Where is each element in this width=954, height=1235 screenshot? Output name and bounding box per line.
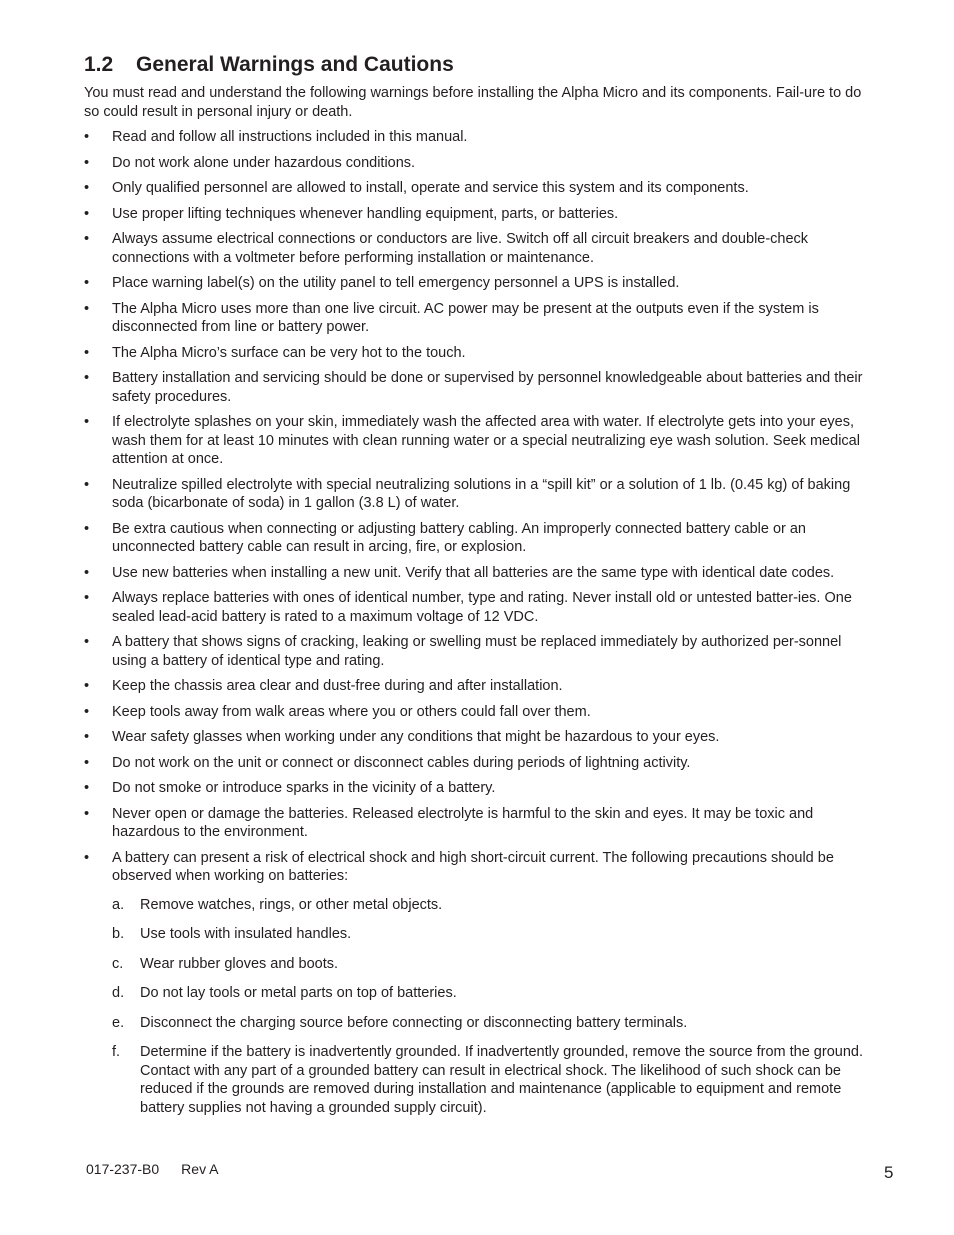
precaution-item xyxy=(112,925,870,944)
warning-item xyxy=(84,369,870,406)
warning-item xyxy=(84,274,870,293)
warning-text: A battery can present a risk of electrical shock and high short-circuit current. The following precautions should be observed when working on batteries: xyxy=(112,849,834,884)
precaution-item xyxy=(112,1014,870,1033)
warning-item xyxy=(84,520,870,557)
revision: Rev A xyxy=(181,1161,219,1177)
precaution-text: Do not lay tools or metal parts on top of batteries. xyxy=(140,985,457,1001)
warning-item xyxy=(84,633,870,670)
bullet-icon: • xyxy=(84,344,90,361)
precaution-text: Disconnect the charging source before connecting or disconnecting battery terminals. xyxy=(140,1014,688,1031)
warning-text: Use new batteries when installing a new unit. Verify that all batteries are the same type with identical date codes. xyxy=(112,564,835,581)
precaution-text: Wear rubber gloves and boots. xyxy=(140,955,339,972)
bullet-icon: • xyxy=(84,370,90,386)
warning-text: Be extra cautious when connecting or adjusting battery cabling. An improperly connected battery cable or an unconnected battery cable can result in arcing, fire, or explosion. xyxy=(112,520,806,555)
battery-precautions-list xyxy=(112,896,870,1118)
bullet-icon: • xyxy=(84,154,90,171)
warning-item xyxy=(84,413,870,469)
page-number: 5 xyxy=(884,1163,894,1182)
warning-text: If electrolyte splashes on your skin, immediately wash the affected area with water. If electrolyte gets into your eyes, wash them for at least 10 minutes with clean running water or a special neutralizing eye wash solution. Seek medical attention at once. xyxy=(112,414,860,467)
section-title: General Warnings and Cautions xyxy=(136,53,454,76)
warning-text: The Alpha Micro’s surface can be very hot to the touch. xyxy=(112,344,466,361)
intro-paragraph: You must read and understand the following warnings before installing the Alpha Micro and its components. Fail-ure to do so could result in personal injury or death. xyxy=(84,85,862,120)
bullet-icon: • xyxy=(84,520,90,537)
warning-item xyxy=(84,476,870,513)
warning-text: Read and follow all instructions included in this manual. xyxy=(112,129,468,145)
warning-item xyxy=(84,779,870,798)
warning-text: Only qualified personnel are allowed to install, operate and service this system and its components. xyxy=(112,180,749,196)
bullet-icon: • xyxy=(84,849,90,866)
section-number: 1.2 xyxy=(84,53,114,76)
warning-item xyxy=(84,677,870,696)
precaution-letter: b. xyxy=(112,926,125,942)
bullet-icon: • xyxy=(84,275,90,291)
precaution-text: Determine if the battery is inadvertently grounded. If inadvertently grounded, remove the source from the ground. Contact with any part of a grounded battery can result in electrical shock. The likelihood of such shock can be reduced if the grounds are removed during installation and maintenance (applicable to equipment and remote battery supplies not having a grounded supply circuit). xyxy=(140,1044,863,1116)
precaution-item xyxy=(112,896,870,915)
bullet-icon: • xyxy=(84,129,90,145)
document-page xyxy=(84,52,870,1128)
warning-text: Place warning label(s) on the utility panel to tell emergency personnel a UPS is installed. xyxy=(112,275,680,291)
warning-text: Keep the chassis area clear and dust-free during and after installation. xyxy=(112,678,563,694)
warning-text: A battery that shows signs of cracking, leaking or swelling must be replaced immediately by authorized per-sonnel using a battery of identical type and rating. xyxy=(112,634,842,669)
warning-item xyxy=(84,344,870,363)
warning-text: Always assume electrical connections or conductors are live. Switch off all circuit breakers and double-check connections with a voltmeter before performing installation or maintenance. xyxy=(112,231,809,266)
section-heading xyxy=(84,52,870,78)
bullet-icon: • xyxy=(84,703,90,720)
warning-text: Never open or damage the batteries. Released electrolyte is harmful to the skin and eyes. It may be toxic and hazardous to the environment. xyxy=(112,805,814,840)
precaution-text: Use tools with insulated handles. xyxy=(140,926,352,942)
warning-text: Use proper lifting techniques whenever handling equipment, parts, or batteries. xyxy=(112,205,619,222)
warning-item xyxy=(84,179,870,198)
warning-item xyxy=(84,728,870,747)
bullet-icon: • xyxy=(84,180,90,196)
warning-text: Do not work on the unit or connect or disconnect cables during periods of lightning activity. xyxy=(112,754,691,771)
warning-item xyxy=(84,564,870,583)
warning-item xyxy=(84,300,870,337)
warning-item xyxy=(84,849,870,1118)
bullet-icon: • xyxy=(84,590,90,606)
bullet-icon: • xyxy=(84,729,90,745)
precaution-letter: c. xyxy=(112,955,124,972)
warning-text: The Alpha Micro uses more than one live circuit. AC power may be present at the outputs even if the system is disconnected from line or battery power. xyxy=(112,300,819,335)
bullet-icon: • xyxy=(84,564,90,581)
footer-doc-info xyxy=(86,1160,219,1178)
bullet-icon: • xyxy=(84,754,90,771)
bullet-icon: • xyxy=(84,678,90,694)
precaution-letter: a. xyxy=(112,896,125,913)
warning-item xyxy=(84,230,870,267)
bullet-icon: • xyxy=(84,231,90,247)
precaution-letter: d. xyxy=(112,985,125,1001)
bullet-icon: • xyxy=(84,805,90,822)
precaution-item xyxy=(112,1043,870,1117)
bullet-icon: • xyxy=(84,780,90,796)
warning-text: Keep tools away from walk areas where you or others could fall over them. xyxy=(112,703,591,720)
precaution-letter: f. xyxy=(112,1044,121,1060)
bullet-icon: • xyxy=(84,414,90,430)
warning-text: Do not smoke or introduce sparks in the vicinity of a battery. xyxy=(112,780,496,796)
bullet-icon: • xyxy=(84,634,90,650)
warning-item xyxy=(84,754,870,773)
precaution-letter: e. xyxy=(112,1014,125,1031)
warning-text: Do not work alone under hazardous conditions. xyxy=(112,154,416,171)
warnings-list xyxy=(84,128,870,1117)
warning-item xyxy=(84,128,870,147)
precaution-text: Remove watches, rings, or other metal objects. xyxy=(140,896,443,913)
precaution-item xyxy=(112,984,870,1003)
warning-item xyxy=(84,205,870,224)
bullet-icon: • xyxy=(84,205,90,222)
warning-item xyxy=(84,154,870,173)
warning-item xyxy=(84,589,870,626)
precaution-item xyxy=(112,955,870,974)
bullet-icon: • xyxy=(84,476,90,493)
warning-text: Wear safety glasses when working under any conditions that might be hazardous to your eyes. xyxy=(112,729,720,745)
warning-text: Always replace batteries with ones of identical number, type and rating. Never install old or untested batter-ies. One sealed lead-acid battery is rated to a maximum voltage of 12 VDC. xyxy=(112,590,852,625)
warning-item xyxy=(84,805,870,842)
warning-text: Neutralize spilled electrolyte with special neutralizing solutions in a “spill kit” or a solution of 1 lb. (0.45 kg) of baking soda (bicarbonate of soda) in 1 gallon (3.8 L) of water. xyxy=(112,476,851,511)
bullet-icon: • xyxy=(84,300,90,317)
doc-number: 017-237-B0 xyxy=(86,1161,160,1177)
warning-text: Battery installation and servicing should be done or supervised by personnel knowledgeable about batteries and their safety procedures. xyxy=(112,370,863,405)
warning-item xyxy=(84,703,870,722)
